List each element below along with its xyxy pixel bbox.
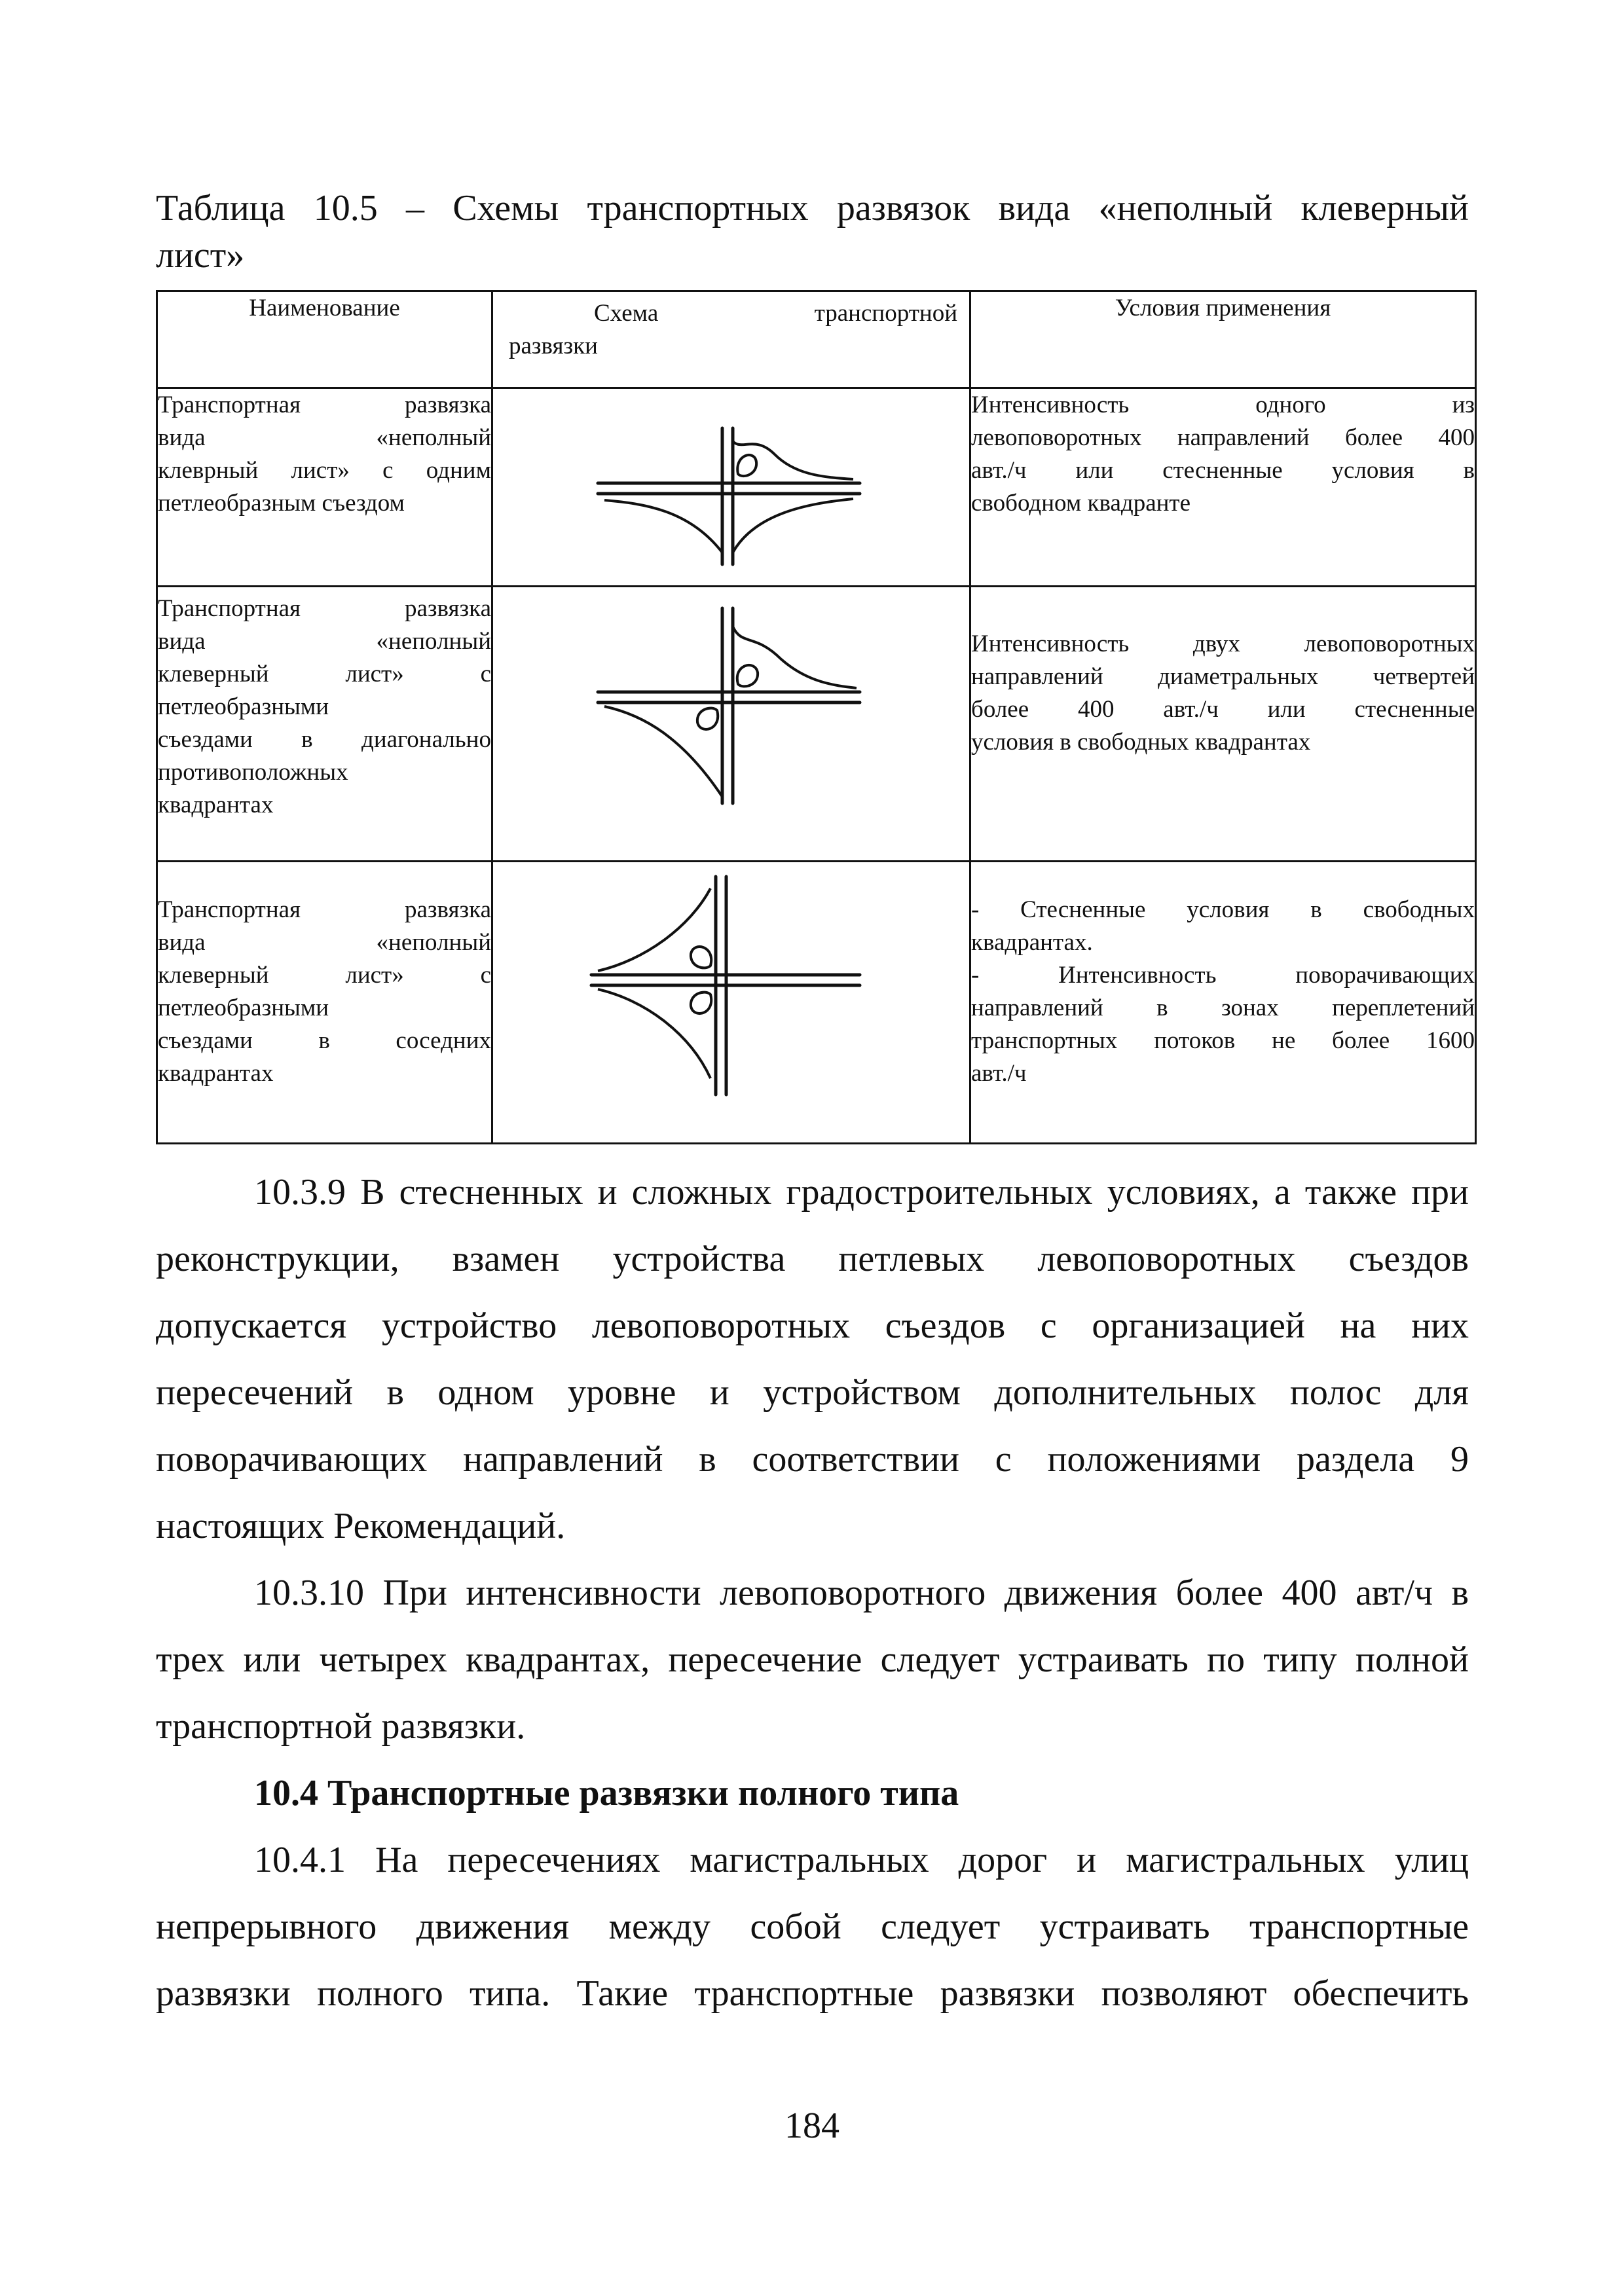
row-name: Транспортная развязка вида «неполный клеверный лист» с петлеобразными съездами в диагонально противоположных квадрантах: [157, 587, 492, 862]
paragraph-10-3-10: 10.3.10 При интенсивности левоповоротного движения более 400 авт/ч в трех или четырех квадрантах, пересечение следует устраивать по типу полной транспортной развязки.: [156, 1573, 1469, 1747]
interchange-diagram-1: [493, 389, 969, 585]
scheme-one-loop: [492, 388, 970, 587]
scheme-adjacent-loops: [492, 862, 970, 1144]
section-heading-10-4: 10.4 Транспортные развязки полного типа: [254, 1773, 959, 1813]
header-name: Наименование: [157, 291, 492, 388]
row-conditions: Интенсивность одного из левоповоротных направлений более 400 авт./ч или стесненные условия в свободном квадранте: [970, 388, 1476, 587]
row-name: Транспортная развязка вида «неполный клеверный лист» с петлеобразными съездами в соседних квадрантах: [157, 862, 492, 1144]
row-name: Транспортная развязка вида «неполный клеврный лист» с одним петлеобразным съездом: [157, 388, 492, 587]
scheme-diagonal-loops: [492, 587, 970, 862]
header-scheme: [492, 291, 970, 388]
table-row: [157, 862, 1476, 1144]
row-conditions: Интенсивность двух левоповоротных направлений диаметральных четвертей более 400 авт./ч или стесненные условия в свободных квадрантах: [970, 587, 1476, 862]
table-header-row: [157, 291, 1476, 388]
header-scheme-line: Схема транспортной: [594, 300, 957, 327]
caption-line: Таблица 10.5 – Схемы транспортных развязок вида «неполный клеверный: [156, 188, 1469, 228]
page-number: 184: [784, 2105, 840, 2146]
header-conditions: Условия применения: [970, 291, 1476, 388]
header-scheme-line: развязки: [509, 333, 598, 359]
interchange-table: [156, 290, 1477, 1144]
paragraph-10-4-1: 10.4.1 На пересечениях магистральных дорог и магистральных улиц непрерывного движения между собой следует устраивать транспортные развязки полного типа. Такие транспортные развязки позволяют обеспечить: [156, 1840, 1469, 2014]
caption-line: лист»: [156, 235, 245, 276]
table-caption: [156, 185, 1469, 279]
table-row: [157, 587, 1476, 862]
interchange-diagram-2: [493, 587, 969, 820]
paragraph-10-3-9: 10.3.9 В стесненных и сложных градостроительных условиях, а также при реконструкции, взамен устройства петлевых левоповоротных съездов допускается устройство левоповоротных съездов с организацией на них пересечений в одном уровне и устройством дополнительных полос для поворачивающих направлений в соответствии с положениями раздела 9 настоящих Рекомендаций.: [156, 1172, 1469, 1546]
row-conditions: - Стесненные условия в свободных квадрантах. - Интенсивность поворачивающих направлений в зонах переплетений транспортных потоков не более 1600 авт./ч: [970, 862, 1476, 1144]
table-row: [157, 388, 1476, 587]
interchange-diagram-3: [493, 862, 969, 1111]
